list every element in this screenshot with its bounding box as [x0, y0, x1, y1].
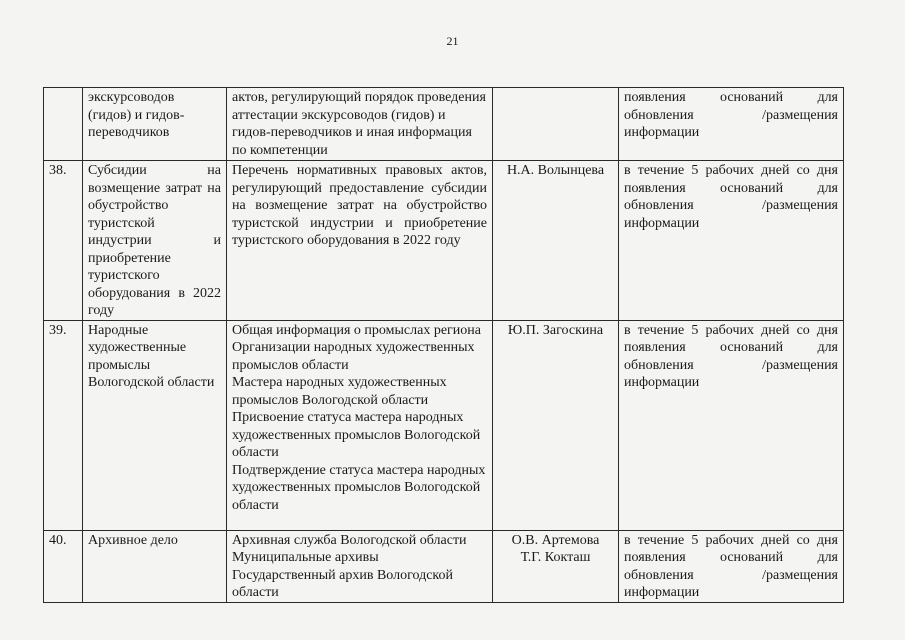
row-number-cell: 38. [44, 161, 83, 321]
content-line: Организации народных художественных промыслов области [232, 340, 475, 373]
content-line: Мастера народных художественных промыслов Вологодской области [232, 375, 447, 408]
content-line: Перечень нормативных правовых актов, регулирующий предоставление субсидии на возмещение затрат на обустройство туристской индустрии и приобретение туристского оборудования в 2022 году [232, 163, 487, 248]
row-number-cell [44, 88, 83, 161]
responsible-person: Н.А. Волынцева [506, 163, 605, 178]
table-row [44, 530, 844, 602]
responsible-person: Ю.П. Загоскина [507, 322, 604, 338]
content-line: Государственный архив Вологодской области [232, 567, 454, 600]
content-line: Подтверждение статуса мастера народных художественных промыслов Вологодской области [232, 462, 486, 513]
row-number-cell: 39. [44, 320, 83, 530]
period-cell: в течение 5 рабочих дней со дня появления оснований для обновления /размещения информации [619, 530, 844, 602]
content-line: Присвоение статуса мастера народных художественных промыслов Вологодской области [232, 410, 481, 460]
table-row [44, 320, 844, 530]
responsible-person: О.В. Артемова [511, 532, 600, 548]
section-name-cell: экскурсоводов (гидов) и гидов-переводчиков [83, 88, 227, 161]
period-cell: в течение 5 рабочих дней со дня появления оснований для обновления /размещения информации [619, 320, 844, 530]
responsible-cell [493, 161, 619, 321]
period-cell: появления оснований для обновления /размещения информации [619, 88, 844, 161]
period-cell: в течение 5 рабочих дней со дня появления оснований для обновления /размещения информации [619, 161, 844, 321]
table-row [44, 161, 844, 321]
content-line: Общая информация о промыслах региона [232, 322, 481, 338]
row-number-cell: 40. [44, 530, 83, 602]
section-name-cell: Архивное дело [83, 530, 227, 602]
responsible-cell [493, 530, 619, 602]
content-cell [227, 530, 493, 602]
content-cell [227, 320, 493, 530]
responsible-person: Т.Г. Кокташ [520, 550, 591, 565]
content-line: Архивная служба Вологодской области [232, 532, 467, 548]
responsible-cell [493, 320, 619, 530]
content-cell [227, 88, 493, 161]
content-line: актов, регулирующий порядок проведения аттестации экскурсоводов (гидов) и гидов-переводчиков и иная информация по компетенции [232, 90, 486, 158]
table-row [44, 88, 844, 161]
responsible-cell [493, 88, 619, 161]
content-line: Муниципальные архивы [232, 550, 379, 565]
page-number: 21 [446, 34, 459, 48]
section-name-cell: Народные художественные промыслы Вологодской области [83, 320, 227, 530]
section-name-cell: Субсидии на возмещение затрат на обустройство туристской индустрии и приобретение туристского оборудования в 2022 году [83, 161, 227, 321]
information-table [43, 87, 844, 603]
content-cell [227, 161, 493, 321]
